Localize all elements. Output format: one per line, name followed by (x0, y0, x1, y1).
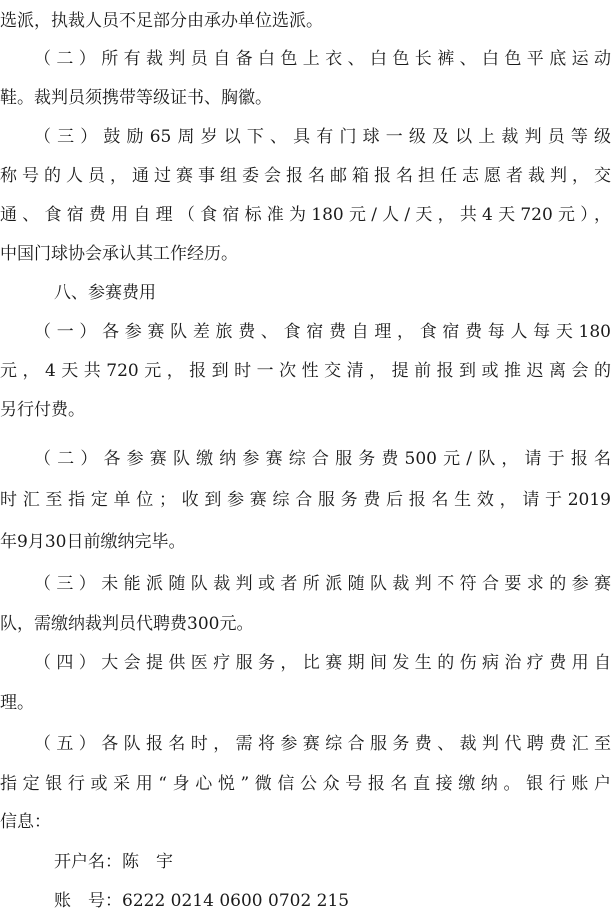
text-line-14: 年9月30日前缴纳完毕。 (0, 532, 186, 552)
text-line-6: 通、食宿费用自理（食宿标准为180元/人/天，共4天720元）， (0, 205, 611, 225)
text-line-21: 信息： (0, 812, 51, 832)
text-line-19: （五）各队报名时，需将参赛综合服务费、裁判代聘费汇至 (34, 734, 611, 754)
text-line-12: （二）各参赛队缴纳参赛综合服务费500元/队，请于报名 (34, 449, 611, 469)
text-line-2: （二）所有裁判员自备白色上衣、白色长裤、白色平底运动 (34, 49, 611, 69)
text-line-18: 理。 (0, 693, 34, 713)
text-line-13: 时汇至指定单位；收到参赛综合服务费后报名生效，请于2019 (0, 490, 611, 510)
text-line-10: 元，4天共720元，报到时一次性交清，提前报到或推迟离会的 (0, 361, 611, 381)
section-heading: 八、参赛费用 (54, 283, 156, 303)
text-line-15: （三）未能派随队裁判或者所派随队裁判不符合要求的参赛 (34, 574, 611, 594)
text-line-3: 鞋。裁判员须携带等级证书、胸徽。 (0, 88, 272, 108)
text-line-16: 队，需缴纳裁判员代聘费300元。 (0, 614, 254, 634)
text-line-5: 称号的人员，通过赛事组委会报名邮箱报名担任志愿者裁判，交 (0, 166, 611, 186)
text-line-11: 另行付费。 (0, 400, 85, 420)
text-line-20: 指定银行或采用“身心悦”微信公众号报名直接缴纳。银行账户 (0, 774, 611, 794)
account-number-line: 账 号：6222 0214 0600 0702 215 (54, 891, 350, 911)
text-line-1: 选派，执裁人员不足部分由承办单位选派。 (0, 11, 323, 31)
text-line-17: （四）大会提供医疗服务，比赛期间发生的伤病治疗费用自 (34, 653, 611, 673)
text-line-7: 中国门球协会承认其工作经历。 (0, 244, 238, 264)
text-line-4: （三）鼓励65周岁以下、具有门球一级及以上裁判员等级 (34, 127, 611, 147)
text-line-9: （一）各参赛队差旅费、食宿费自理，食宿费每人每天180 (34, 322, 611, 342)
account-name-line: 开户名：陈 宇 (54, 852, 173, 872)
